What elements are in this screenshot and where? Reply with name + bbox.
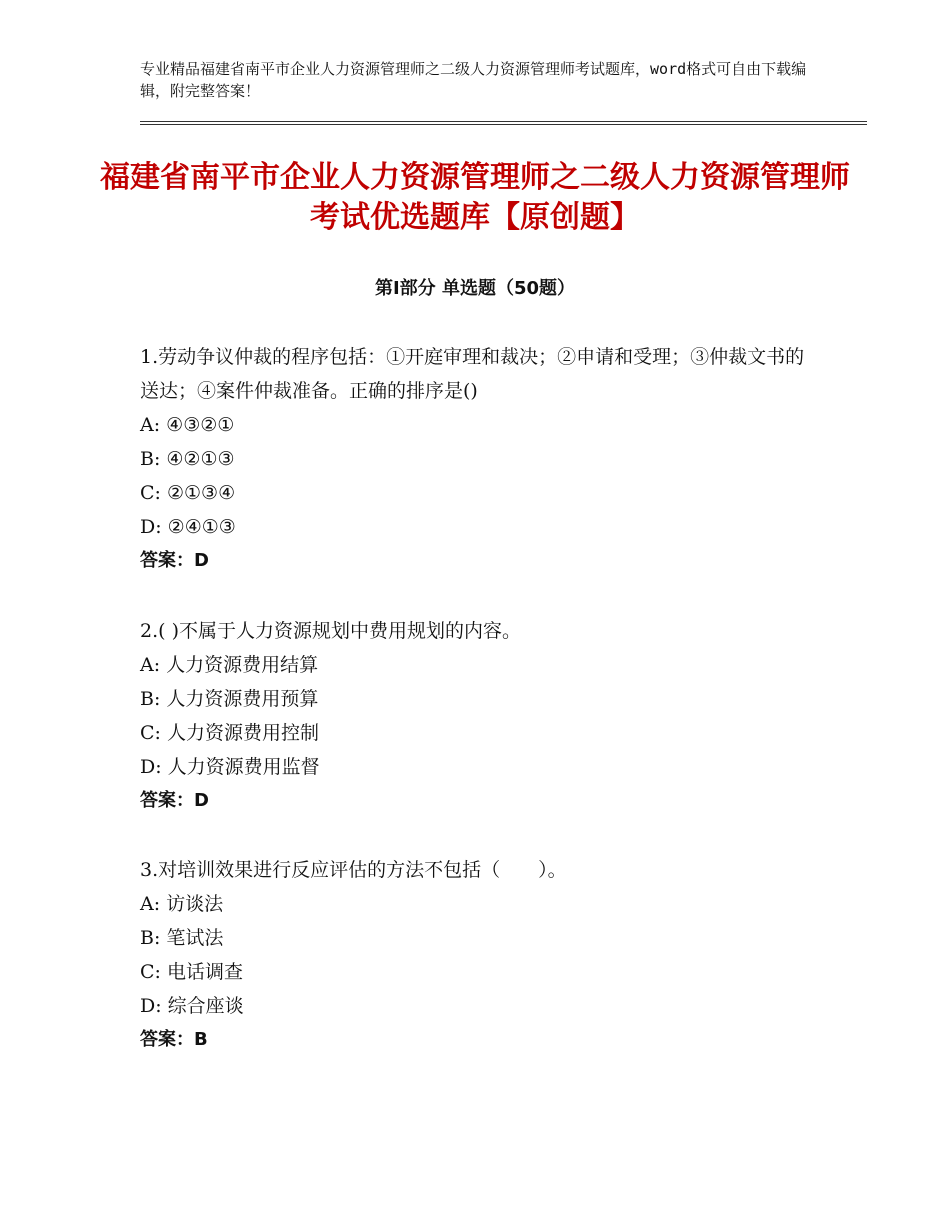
question-text: 1.劳动争议仲裁的程序包括：①开庭审理和裁决；②申请和受理；③仲裁文书的送达；④案件仲裁准备。正确的排序是() (140, 346, 805, 402)
option-d: D: ②④①③ (140, 516, 236, 538)
option-d: D: 综合座谈 (140, 995, 244, 1017)
answer-label: 答案：D (140, 550, 209, 571)
question-3 (140, 853, 820, 1057)
option-a: A: 人力资源费用结算 (140, 654, 319, 676)
option-c: C: 电话调查 (140, 961, 243, 983)
header-divider (140, 124, 867, 125)
question-1 (140, 340, 820, 578)
answer-label: 答案：D (140, 790, 209, 811)
option-b: B: 人力资源费用预算 (140, 688, 319, 710)
option-a: A: 访谈法 (140, 893, 224, 915)
question-text: 3.对培训效果进行反应评估的方法不包括（ ）。 (140, 859, 567, 881)
answer-label: 答案：B (140, 1029, 208, 1050)
option-a: A: ④③②① (140, 414, 235, 436)
header-note: 专业精品福建省南平市企业人力资源管理师之二级人力资源管理师考试题库，word格式可自由下载编辑，附完整答案！ (140, 60, 807, 100)
option-b: B: ④②①③ (140, 448, 235, 470)
section-title: 第Ⅰ部分 单选题（50题） (374, 278, 575, 299)
question-2 (140, 614, 820, 818)
question-text: 2.( )不属于人力资源规划中费用规划的内容。 (140, 620, 521, 642)
option-b: B: 笔试法 (140, 927, 224, 949)
option-d: D: 人力资源费用监督 (140, 756, 320, 778)
option-c: C: ②①③④ (140, 482, 236, 504)
header-divider (140, 121, 867, 122)
option-c: C: 人力资源费用控制 (140, 722, 319, 744)
document-title: 福建省南平市企业人力资源管理师之二级人力资源管理师考试优选题库【原创题】 (100, 160, 850, 235)
